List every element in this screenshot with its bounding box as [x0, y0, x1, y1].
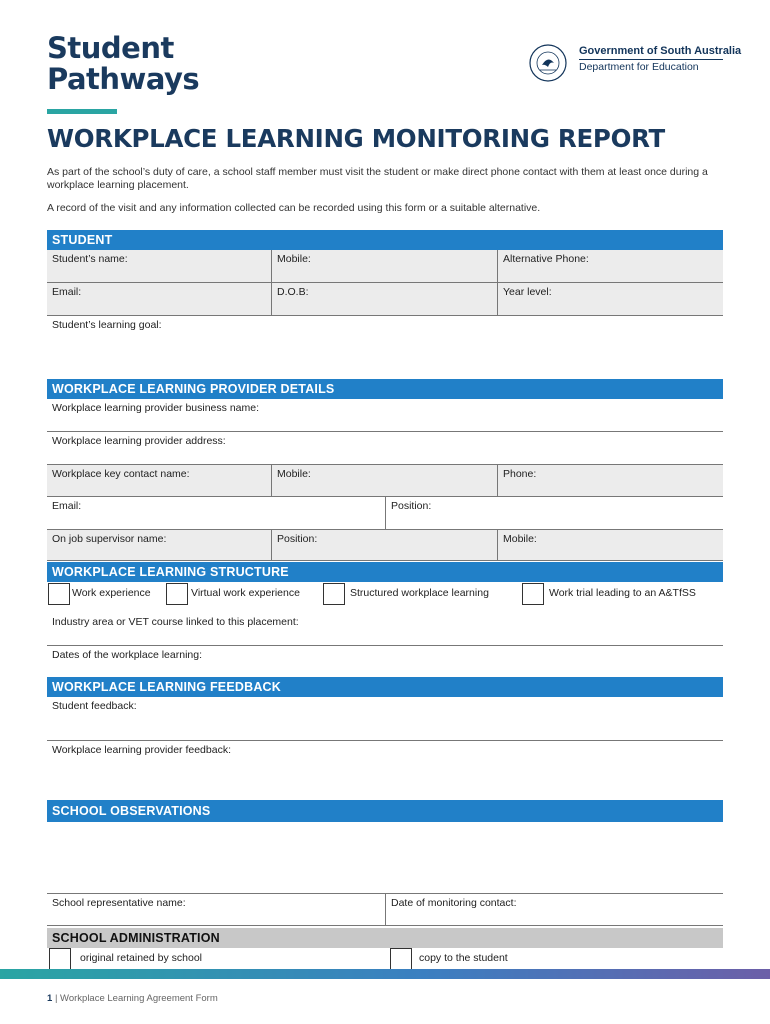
virtual-work-experience-label: Virtual work experience — [191, 587, 300, 599]
page-footer — [47, 993, 218, 1004]
section-heading-feedback: WORKPLACE LEARNING FEEDBACK — [47, 677, 723, 697]
department-name: Department for Education — [579, 61, 699, 73]
student-year-level-field[interactable]: Year level: — [497, 283, 723, 316]
state-seal-icon — [528, 43, 572, 83]
student-mobile-field[interactable]: Mobile: — [271, 250, 497, 283]
government-name: Government of South Australia — [579, 45, 742, 57]
section-heading-observations: SCHOOL OBSERVATIONS — [47, 800, 723, 822]
provider-address-field[interactable]: Workplace learning provider address: — [47, 432, 723, 465]
footer-document-name: Workplace Learning Agreement Form — [60, 993, 218, 1004]
provider-position-field[interactable]: Position: — [385, 497, 723, 530]
student-feedback-field[interactable]: Student feedback: — [47, 697, 723, 741]
footer-gradient-band — [0, 969, 770, 979]
structured-workplace-learning-label: Structured workplace learning — [350, 587, 489, 599]
student-dob-field[interactable]: D.O.B: — [271, 283, 497, 316]
page-number: 1 — [47, 993, 53, 1004]
copy-to-student-checkbox[interactable] — [390, 948, 412, 970]
provider-email-field[interactable]: Email: — [47, 497, 385, 530]
provider-feedback-field[interactable]: Workplace learning provider feedback: — [52, 744, 231, 756]
intro-paragraph-2: A record of the visit and any information collected can be recorded using this form or a suitable alternative. — [47, 202, 541, 214]
section-heading-student: STUDENT — [47, 230, 723, 250]
brand-line-1: Student — [47, 31, 174, 65]
supervisor-position-field[interactable]: Position: — [271, 530, 497, 561]
supervisor-mobile-field[interactable]: Mobile: — [497, 530, 723, 561]
student-learning-goal-field[interactable]: Student’s learning goal: — [52, 319, 162, 331]
section-heading-administration: SCHOOL ADMINISTRATION — [47, 928, 723, 948]
school-representative-field[interactable]: School representative name: — [47, 894, 385, 926]
section-heading-structure: WORKPLACE LEARNING STRUCTURE — [47, 562, 723, 582]
intro-paragraph-1: As part of the school’s duty of care, a school staff member must visit the student or make direct phone contact with them at least once during a workplace learning placement. — [47, 166, 708, 191]
original-retained-label: original retained by school — [80, 952, 202, 964]
brand-line-2: Pathways — [47, 62, 200, 96]
student-email-field[interactable]: Email: — [47, 283, 271, 316]
student-name-field[interactable]: Student’s name: — [47, 250, 271, 283]
work-experience-label: Work experience — [72, 587, 151, 599]
logo-divider — [579, 59, 723, 60]
page-title: WORKPLACE LEARNING MONITORING REPORT — [47, 124, 665, 153]
school-observations-field[interactable] — [47, 822, 723, 894]
government-logo — [528, 43, 742, 85]
supervisor-name-field[interactable]: On job supervisor name: — [47, 530, 271, 561]
provider-mobile-field[interactable]: Mobile: — [271, 465, 497, 497]
student-alt-phone-field[interactable]: Alternative Phone: — [497, 250, 723, 283]
footer-separator: | — [54, 993, 58, 1004]
original-retained-checkbox[interactable] — [49, 948, 71, 970]
provider-contact-name-field[interactable]: Workplace key contact name: — [47, 465, 271, 497]
workplace-dates-field[interactable]: Dates of the workplace learning: — [52, 649, 202, 661]
brand-title — [47, 33, 199, 95]
work-trial-label: Work trial leading to an A&TfSS — [549, 587, 696, 599]
monitoring-date-field[interactable]: Date of monitoring contact: — [385, 894, 723, 926]
work-trial-checkbox[interactable] — [522, 583, 544, 605]
provider-phone-field[interactable]: Phone: — [497, 465, 723, 497]
work-experience-checkbox[interactable] — [48, 583, 70, 605]
industry-area-field[interactable]: Industry area or VET course linked to this placement: — [47, 613, 723, 646]
virtual-work-experience-checkbox[interactable] — [166, 583, 188, 605]
provider-business-name-field[interactable]: Workplace learning provider business name: — [47, 399, 723, 432]
section-heading-provider: WORKPLACE LEARNING PROVIDER DETAILS — [47, 379, 723, 399]
brand-accent-bar — [47, 109, 117, 114]
structured-workplace-learning-checkbox[interactable] — [323, 583, 345, 605]
copy-to-student-label: copy to the student — [419, 952, 508, 964]
